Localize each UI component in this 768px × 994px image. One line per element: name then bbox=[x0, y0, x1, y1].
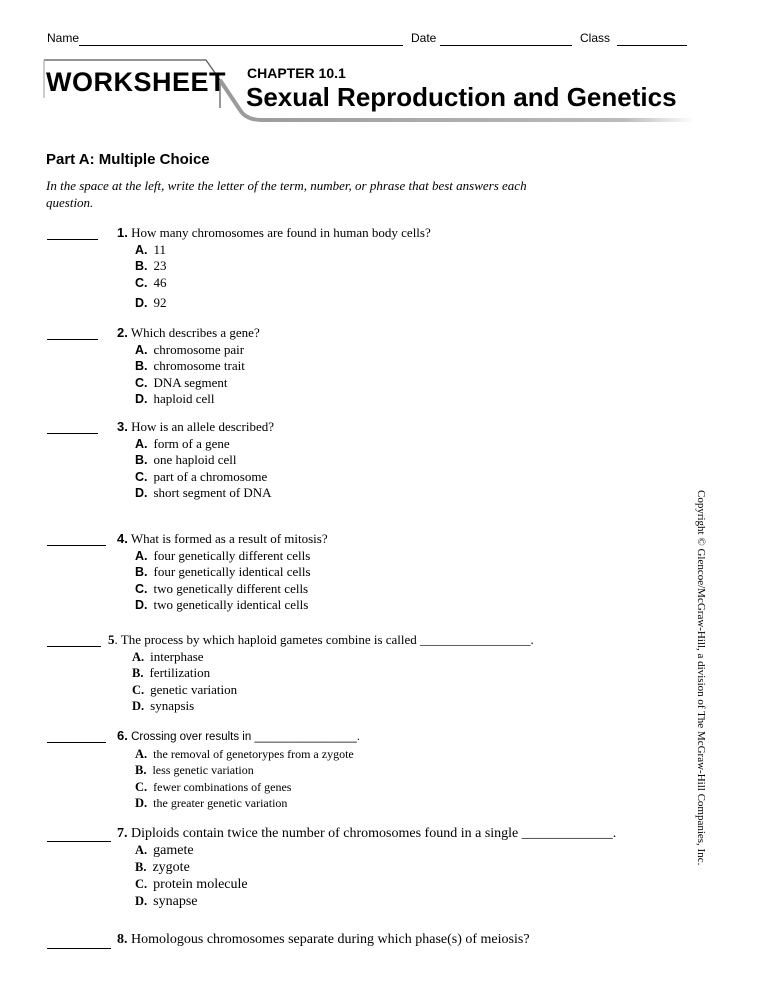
option-b: B. chromosome trait bbox=[135, 358, 245, 373]
chapter-label: CHAPTER 10.1 bbox=[247, 65, 346, 81]
class-label: Class bbox=[580, 31, 611, 45]
option-a: A. gamete bbox=[135, 843, 194, 858]
option-d: D. two genetically identical cells bbox=[135, 597, 309, 612]
option-b: B. one haploid cell bbox=[135, 452, 237, 467]
question-number: 8. bbox=[117, 932, 128, 947]
option-b: B. zygote bbox=[135, 860, 190, 875]
worksheet-label: WORKSHEET bbox=[46, 67, 226, 97]
question-5 bbox=[108, 632, 534, 715]
question-number: 3. bbox=[117, 419, 128, 434]
question-text: Diploids contain twice the number of chromosomes found in a single _____________. bbox=[131, 826, 617, 841]
page-title: Sexual Reproduction and Genetics bbox=[246, 82, 677, 112]
question-1 bbox=[117, 225, 431, 312]
option-d: D. 92 bbox=[135, 295, 167, 310]
option-b: B. 23 bbox=[135, 258, 167, 273]
option-b: B. four genetically identical cells bbox=[135, 564, 311, 579]
option-d: D. synapse bbox=[135, 894, 198, 909]
option-c: C. 46 bbox=[135, 274, 167, 290]
answer-blank-2[interactable] bbox=[47, 339, 98, 340]
question-4 bbox=[117, 531, 328, 614]
option-a: A. form of a gene bbox=[135, 435, 230, 451]
option-a: A. four genetically different cells bbox=[135, 547, 311, 563]
option-a: A. 11 bbox=[135, 241, 167, 257]
answer-blank-8[interactable] bbox=[47, 948, 111, 949]
question-number: 7. bbox=[117, 826, 128, 841]
question-2 bbox=[117, 325, 260, 408]
question-7 bbox=[117, 825, 616, 910]
answer-blank-6[interactable] bbox=[47, 742, 106, 743]
question-number: 5 bbox=[108, 632, 115, 647]
option-d: D. synapsis bbox=[132, 698, 195, 713]
option-c: C. DNA segment bbox=[135, 374, 228, 390]
option-d: D. short segment of DNA bbox=[135, 485, 272, 500]
question-text: What is formed as a result of mitosis? bbox=[130, 531, 328, 546]
option-b: B. fertilization bbox=[132, 665, 211, 680]
part-a-heading: Part A: Multiple Choice bbox=[46, 151, 210, 168]
option-d: D. haploid cell bbox=[135, 391, 215, 406]
option-b: B. less genetic variation bbox=[135, 763, 254, 777]
name-field[interactable] bbox=[79, 45, 403, 46]
option-a: A. chromosome pair bbox=[135, 341, 245, 357]
question-8 bbox=[117, 932, 530, 949]
answer-blank-1[interactable] bbox=[47, 239, 98, 240]
question-6 bbox=[117, 728, 360, 812]
question-text: Crossing over results in ________________. bbox=[131, 731, 360, 743]
question-number: 1. bbox=[117, 225, 128, 240]
answer-blank-5[interactable] bbox=[47, 646, 101, 647]
copyright-notice: Copyright © Glencoe/McGraw-Hill, a division of The McGraw-Hill Companies, Inc. bbox=[695, 490, 707, 866]
question-text: How many chromosomes are found in human body cells? bbox=[131, 225, 431, 240]
option-c: C. fewer combinations of genes bbox=[135, 779, 292, 794]
question-text: Which describes a gene? bbox=[130, 325, 260, 340]
answer-blank-3[interactable] bbox=[47, 433, 98, 434]
question-3 bbox=[117, 419, 274, 502]
option-c: C. protein molecule bbox=[135, 877, 248, 892]
question-text: How is an allele described? bbox=[131, 419, 275, 434]
option-a: A. the removal of genetorypes from a zygote bbox=[135, 746, 354, 761]
question-number: 6. bbox=[117, 728, 128, 743]
question-number: 2. bbox=[117, 325, 128, 340]
option-c: C. two genetically different cells bbox=[135, 580, 309, 596]
date-label: Date bbox=[411, 31, 437, 45]
option-d: D. the greater genetic variation bbox=[135, 796, 288, 810]
question-text: . The process by which haploid gametes combine is called _________________. bbox=[114, 632, 534, 647]
instructions: In the space at the left, write the letter of the term, number, or phrase that best answers each question. bbox=[46, 178, 527, 210]
answer-blank-4[interactable] bbox=[47, 545, 106, 546]
name-label: Name bbox=[47, 31, 80, 45]
class-field[interactable] bbox=[617, 45, 687, 46]
option-a: A. interphase bbox=[132, 648, 204, 664]
question-number: 4. bbox=[117, 531, 128, 546]
option-c: C. part of a chromosome bbox=[135, 468, 268, 484]
answer-blank-7[interactable] bbox=[47, 841, 111, 842]
question-text: Homologous chromosomes separate during which phase(s) of meiosis? bbox=[131, 932, 530, 947]
date-field[interactable] bbox=[440, 45, 572, 46]
option-c: C. genetic variation bbox=[132, 681, 238, 697]
